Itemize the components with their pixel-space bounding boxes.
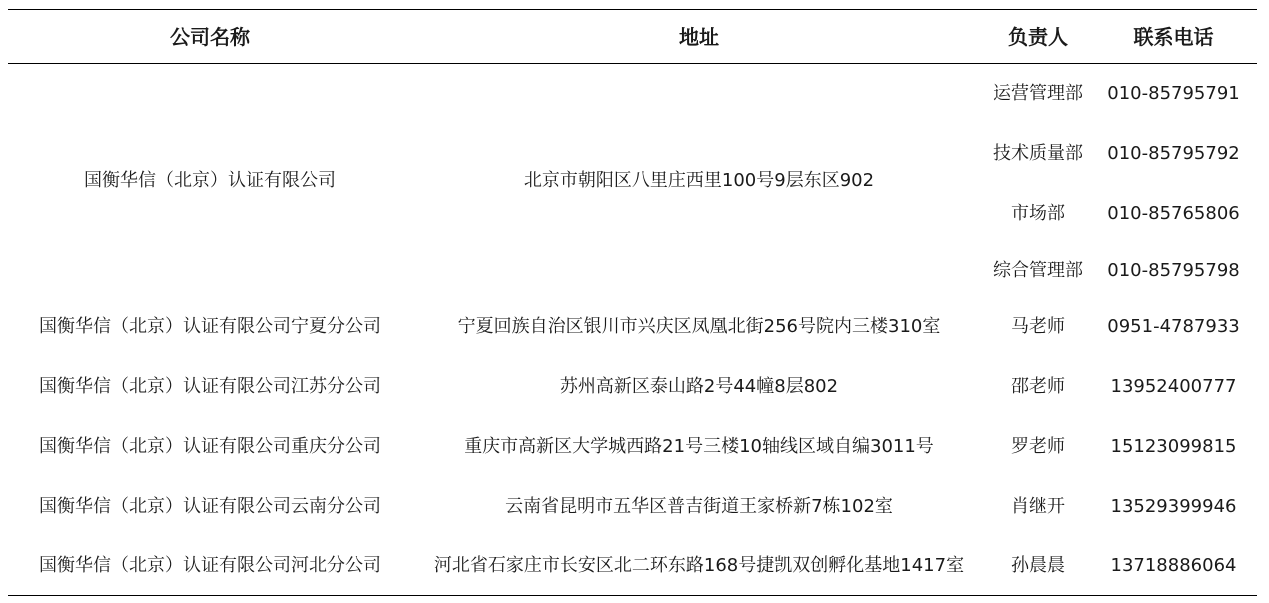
header-address: 地址	[679, 24, 719, 49]
branch-person: 孙晨晨	[1011, 555, 1065, 576]
branch-person: 罗老师	[1011, 436, 1065, 457]
hq-dept-operations: 运营管理部	[993, 83, 1083, 104]
branch-address: 云南省昆明市五华区普吉街道王家桥新7栋102室	[505, 496, 893, 517]
hq-dept-marketing: 市场部	[1011, 203, 1065, 224]
branch-address: 重庆市高新区大学城西路21号三楼10轴线区域自编3011号	[464, 436, 934, 457]
branch-phone: 13952400777	[1110, 376, 1237, 397]
table-bottom-rule	[8, 595, 1257, 596]
hq-company: 国衡华信（北京）认证有限公司	[84, 169, 336, 191]
header-phone: 联系电话	[1133, 24, 1214, 49]
hq-phone-marketing: 010-85765806	[1107, 203, 1240, 224]
branch-company: 国衡华信（北京）认证有限公司江苏分公司	[39, 376, 381, 397]
branch-company: 国衡华信（北京）认证有限公司宁夏分公司	[39, 316, 381, 337]
branch-address: 宁夏回族自治区银川市兴庆区凤凰北街256号院内三楼310室	[457, 316, 941, 337]
hq-phone-quality: 010-85795792	[1107, 143, 1240, 164]
branch-company: 国衡华信（北京）认证有限公司云南分公司	[39, 496, 381, 517]
branch-phone: 15123099815	[1110, 436, 1237, 457]
branch-phone: 0951-4787933	[1107, 316, 1240, 337]
branch-phone: 13718886064	[1110, 555, 1237, 576]
branch-person: 马老师	[1011, 316, 1065, 337]
branch-person: 肖继开	[1011, 496, 1065, 517]
branch-company: 国衡华信（北京）认证有限公司重庆分公司	[39, 436, 381, 457]
hq-address: 北京市朝阳区八里庄西里100号9层东区902	[523, 169, 875, 191]
hq-dept-general: 综合管理部	[993, 259, 1083, 281]
branch-company: 国衡华信（北京）认证有限公司河北分公司	[39, 555, 381, 576]
hq-dept-quality: 技术质量部	[993, 143, 1083, 164]
branch-phone: 13529399946	[1110, 496, 1237, 517]
branch-person: 邵老师	[1011, 376, 1065, 397]
hq-phone-general: 010-85795798	[1107, 259, 1240, 281]
hq-phone-operations: 010-85795791	[1107, 83, 1240, 104]
branch-contact-table	[8, 9, 1257, 596]
header-company: 公司名称	[170, 24, 250, 49]
branch-address: 苏州高新区泰山路2号44幢8层802	[559, 376, 839, 397]
header-person: 负责人	[1008, 24, 1068, 49]
branch-address: 河北省石家庄市长安区北二环东路168号捷凯双创孵化基地1417室	[433, 555, 965, 576]
